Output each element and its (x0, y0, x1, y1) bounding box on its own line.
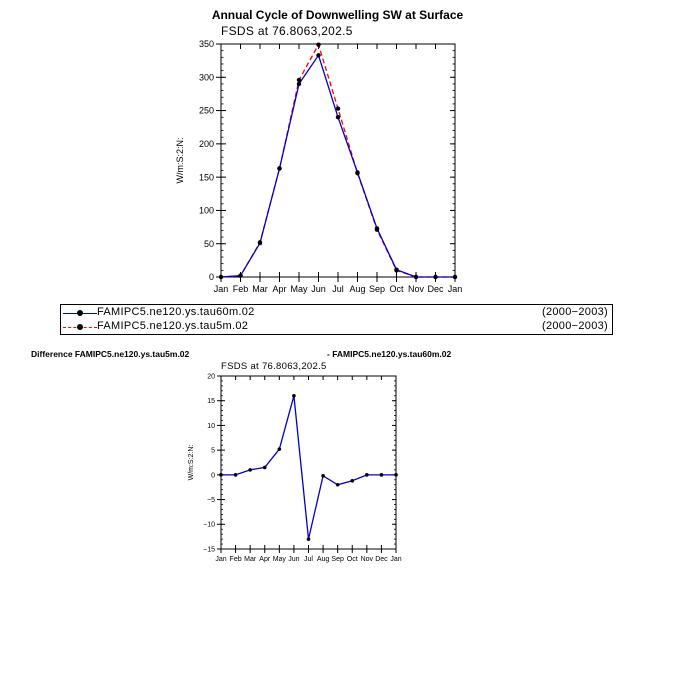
data-point (292, 394, 296, 398)
data-point (350, 479, 354, 483)
data-point (394, 473, 398, 477)
data-point (248, 468, 252, 472)
legend-years: (2000−2003) (542, 306, 608, 318)
x-tick-label: Mar (252, 284, 268, 294)
x-tick-label: Dec (375, 556, 388, 563)
x-tick-label: Jun (311, 284, 326, 294)
x-tick-label: Dec (427, 284, 444, 294)
data-point (263, 466, 267, 470)
x-tick-label: Nov (360, 556, 374, 563)
data-point (278, 447, 282, 451)
data-point (307, 537, 311, 541)
x-tick-label: Mar (244, 556, 257, 563)
y-tick-label: 0 (211, 472, 215, 480)
difference-label-left: Difference FAMIPC5.ne120.ys.tau5m.02 (31, 349, 190, 359)
x-tick-label: Oct (389, 284, 404, 294)
x-tick-label: Sep (331, 556, 344, 563)
y-tick-label: 5 (211, 447, 215, 455)
data-point (219, 473, 223, 477)
data-point (321, 474, 325, 478)
y-tick-label: 50 (203, 238, 214, 249)
x-tick-label: Apr (259, 556, 271, 563)
y-tick-label: −10 (203, 521, 215, 529)
x-tick-label: Apr (272, 284, 287, 294)
data-point (234, 473, 238, 477)
difference-label-right: - FAMIPC5.ne120.ys.tau60m.02 (327, 349, 452, 359)
chart-title: Annual Cycle of Downwelling SW at Surface (211, 8, 464, 22)
x-tick-label: Aug (349, 284, 366, 294)
data-point (380, 473, 384, 477)
x-tick-label: May (290, 284, 308, 294)
data-point (336, 483, 340, 487)
legend-years: (2000−2003) (542, 320, 608, 332)
chart-subtitle: FSDS at 76.8063,202.5 (221, 24, 353, 38)
y-axis-label: W/m:S:2:N: (188, 444, 195, 481)
x-tick-label: Jul (332, 284, 344, 294)
data-point (365, 473, 369, 477)
x-tick-label: Jul (304, 556, 313, 563)
y-tick-label: 100 (198, 205, 214, 216)
y-axis-label: W/m:S:2:N: (175, 137, 185, 184)
x-tick-label: Jan (390, 556, 402, 563)
x-tick-label: Nov (407, 284, 425, 294)
x-tick-label: Oct (346, 556, 358, 563)
y-tick-label: 10 (207, 422, 215, 430)
x-tick-label: Jan (213, 284, 229, 294)
legend-label: FAMIPC5.ne120.ys.tau5m.02 (97, 320, 249, 332)
difference-chart-subtitle: FSDS at 76.8063,202.5 (221, 361, 327, 372)
y-tick-label: −15 (203, 546, 215, 554)
x-tick-label: Jan (447, 284, 463, 294)
x-tick-label: Feb (229, 556, 242, 563)
x-tick-label: Aug (316, 556, 330, 563)
y-tick-label: 20 (207, 373, 215, 381)
y-tick-label: 300 (198, 72, 214, 83)
x-tick-label: Sep (368, 284, 386, 294)
x-tick-label: May (272, 556, 286, 563)
y-tick-label: 150 (198, 172, 214, 183)
y-tick-label: 200 (198, 139, 214, 150)
y-tick-label: 0 (208, 272, 214, 283)
x-tick-label: Jun (288, 556, 300, 563)
legend-label: FAMIPC5.ne120.ys.tau60m.02 (97, 306, 255, 318)
y-tick-label: 15 (207, 398, 215, 406)
series-line (221, 396, 396, 539)
x-tick-label: Feb (232, 284, 249, 294)
y-tick-label: 250 (198, 105, 214, 116)
y-tick-label: 350 (198, 39, 214, 50)
x-tick-label: Jan (215, 556, 227, 563)
y-tick-label: −5 (207, 497, 215, 505)
plot-frame (221, 376, 396, 549)
